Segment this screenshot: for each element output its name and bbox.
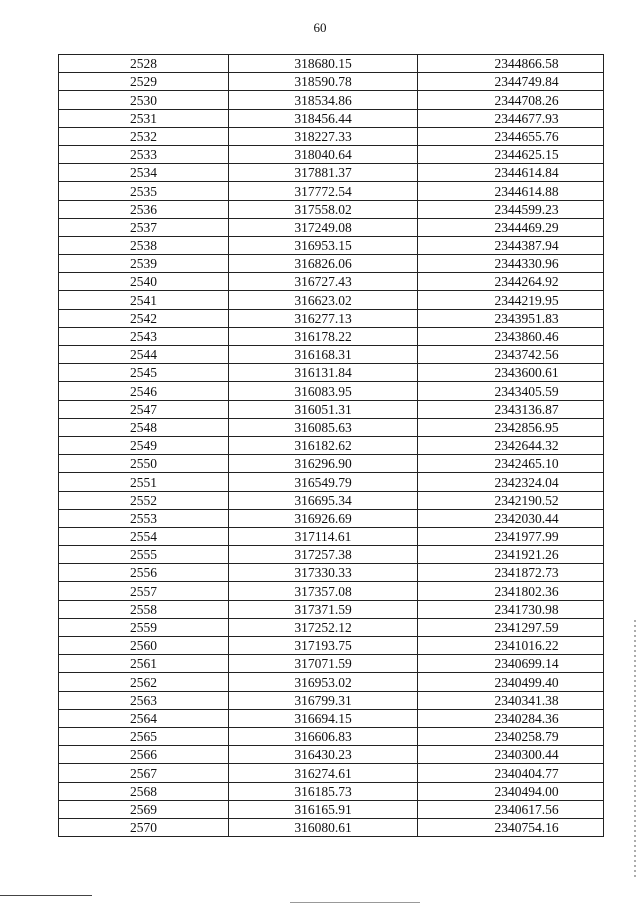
x-coordinate-cell: 316799.31	[229, 691, 418, 709]
footer-rule	[0, 895, 92, 896]
point-number-cell: 2554	[59, 527, 229, 545]
table-row	[59, 145, 604, 163]
y-coordinate-cell: 2344614.88	[418, 182, 604, 200]
y-coordinate-cell: 2342190.52	[418, 491, 604, 509]
table-row	[59, 800, 604, 818]
y-coordinate-cell: 2344866.58	[418, 55, 604, 73]
y-coordinate-cell: 2341297.59	[418, 618, 604, 636]
table-row	[59, 127, 604, 145]
y-coordinate-cell: 2340284.36	[418, 709, 604, 727]
x-coordinate-cell: 316131.84	[229, 364, 418, 382]
point-number-cell: 2568	[59, 782, 229, 800]
point-number-cell: 2540	[59, 273, 229, 291]
x-coordinate-cell: 316953.15	[229, 236, 418, 254]
table-row	[59, 255, 604, 273]
x-coordinate-cell: 317772.54	[229, 182, 418, 200]
point-number-cell: 2533	[59, 145, 229, 163]
table-row	[59, 782, 604, 800]
table-row	[59, 364, 604, 382]
point-number-cell: 2546	[59, 382, 229, 400]
y-coordinate-cell: 2343405.59	[418, 382, 604, 400]
x-coordinate-cell: 318590.78	[229, 73, 418, 91]
page-number: 60	[313, 20, 327, 35]
table-row	[59, 691, 604, 709]
y-coordinate-cell: 2343136.87	[418, 400, 604, 418]
y-coordinate-cell: 2340258.79	[418, 727, 604, 745]
y-coordinate-cell: 2341730.98	[418, 600, 604, 618]
point-number-cell: 2542	[59, 309, 229, 327]
point-number-cell: 2553	[59, 509, 229, 527]
table-row	[59, 309, 604, 327]
y-coordinate-cell: 2340499.40	[418, 673, 604, 691]
point-number-cell: 2559	[59, 618, 229, 636]
table-row	[59, 818, 604, 836]
point-number-cell: 2567	[59, 764, 229, 782]
y-coordinate-cell: 2344469.29	[418, 218, 604, 236]
y-coordinate-cell: 2342856.95	[418, 418, 604, 436]
table-row	[59, 346, 604, 364]
x-coordinate-cell: 318534.86	[229, 91, 418, 109]
point-number-cell: 2534	[59, 164, 229, 182]
point-number-cell: 2550	[59, 455, 229, 473]
y-coordinate-cell: 2342030.44	[418, 509, 604, 527]
footer-rule-secondary	[290, 902, 420, 903]
y-coordinate-cell: 2343600.61	[418, 364, 604, 382]
y-coordinate-cell: 2344599.23	[418, 200, 604, 218]
x-coordinate-cell: 316085.63	[229, 418, 418, 436]
x-coordinate-cell: 316080.61	[229, 818, 418, 836]
y-coordinate-cell: 2341921.26	[418, 546, 604, 564]
x-coordinate-cell: 316694.15	[229, 709, 418, 727]
point-number-cell: 2563	[59, 691, 229, 709]
point-number-cell: 2569	[59, 800, 229, 818]
table-row	[59, 236, 604, 254]
y-coordinate-cell: 2340699.14	[418, 655, 604, 673]
x-coordinate-cell: 317357.08	[229, 582, 418, 600]
point-number-cell: 2545	[59, 364, 229, 382]
table-row	[59, 491, 604, 509]
point-number-cell: 2544	[59, 346, 229, 364]
y-coordinate-cell: 2343860.46	[418, 327, 604, 345]
table-row	[59, 55, 604, 73]
x-coordinate-cell: 316051.31	[229, 400, 418, 418]
table-row	[59, 273, 604, 291]
x-coordinate-cell: 316185.73	[229, 782, 418, 800]
table-row	[59, 109, 604, 127]
x-coordinate-cell: 318680.15	[229, 55, 418, 73]
table-row	[59, 473, 604, 491]
y-coordinate-cell: 2344264.92	[418, 273, 604, 291]
x-coordinate-cell: 317252.12	[229, 618, 418, 636]
point-number-cell: 2561	[59, 655, 229, 673]
y-coordinate-cell: 2344330.96	[418, 255, 604, 273]
y-coordinate-cell: 2343742.56	[418, 346, 604, 364]
table-row	[59, 91, 604, 109]
y-coordinate-cell: 2341802.36	[418, 582, 604, 600]
table-row	[59, 509, 604, 527]
table-row	[59, 546, 604, 564]
table-row	[59, 182, 604, 200]
table-row	[59, 764, 604, 782]
y-coordinate-cell: 2340341.38	[418, 691, 604, 709]
table-row	[59, 582, 604, 600]
table-row	[59, 727, 604, 745]
x-coordinate-cell: 317071.59	[229, 655, 418, 673]
table-row	[59, 655, 604, 673]
table-row	[59, 382, 604, 400]
point-number-cell: 2555	[59, 546, 229, 564]
x-coordinate-cell: 316165.91	[229, 800, 418, 818]
x-coordinate-cell: 317330.33	[229, 564, 418, 582]
table-row	[59, 418, 604, 436]
point-number-cell: 2556	[59, 564, 229, 582]
point-number-cell: 2552	[59, 491, 229, 509]
point-number-cell: 2565	[59, 727, 229, 745]
x-coordinate-cell: 316953.02	[229, 673, 418, 691]
y-coordinate-cell: 2344708.26	[418, 91, 604, 109]
x-coordinate-cell: 316296.90	[229, 455, 418, 473]
y-coordinate-cell: 2340300.44	[418, 746, 604, 764]
table-row	[59, 618, 604, 636]
x-coordinate-cell: 317371.59	[229, 600, 418, 618]
table-row	[59, 164, 604, 182]
table-row	[59, 291, 604, 309]
point-number-cell: 2551	[59, 473, 229, 491]
y-coordinate-cell: 2341016.22	[418, 637, 604, 655]
scan-margin-artifact	[634, 620, 636, 880]
point-number-cell: 2528	[59, 55, 229, 73]
x-coordinate-cell: 316168.31	[229, 346, 418, 364]
point-number-cell: 2531	[59, 109, 229, 127]
table-row	[59, 455, 604, 473]
point-number-cell: 2543	[59, 327, 229, 345]
table-row	[59, 637, 604, 655]
y-coordinate-cell: 2344749.84	[418, 73, 604, 91]
point-number-cell: 2538	[59, 236, 229, 254]
table-row	[59, 600, 604, 618]
y-coordinate-cell: 2344614.84	[418, 164, 604, 182]
table-row	[59, 746, 604, 764]
x-coordinate-cell: 317257.38	[229, 546, 418, 564]
x-coordinate-cell: 316826.06	[229, 255, 418, 273]
x-coordinate-cell: 316606.83	[229, 727, 418, 745]
x-coordinate-cell: 316727.43	[229, 273, 418, 291]
y-coordinate-cell: 2342324.04	[418, 473, 604, 491]
x-coordinate-cell: 318456.44	[229, 109, 418, 127]
point-number-cell: 2529	[59, 73, 229, 91]
y-coordinate-cell: 2340754.16	[418, 818, 604, 836]
table-row	[59, 218, 604, 236]
point-number-cell: 2547	[59, 400, 229, 418]
y-coordinate-cell: 2340404.77	[418, 764, 604, 782]
x-coordinate-cell: 317558.02	[229, 200, 418, 218]
point-number-cell: 2536	[59, 200, 229, 218]
x-coordinate-cell: 318227.33	[229, 127, 418, 145]
y-coordinate-cell: 2344677.93	[418, 109, 604, 127]
x-coordinate-cell: 316083.95	[229, 382, 418, 400]
point-number-cell: 2557	[59, 582, 229, 600]
y-coordinate-cell: 2344655.76	[418, 127, 604, 145]
point-number-cell: 2530	[59, 91, 229, 109]
y-coordinate-cell: 2344387.94	[418, 236, 604, 254]
point-number-cell: 2549	[59, 436, 229, 454]
x-coordinate-cell: 316549.79	[229, 473, 418, 491]
table-row	[59, 564, 604, 582]
x-coordinate-cell: 316926.69	[229, 509, 418, 527]
y-coordinate-cell: 2344625.15	[418, 145, 604, 163]
y-coordinate-cell: 2342644.32	[418, 436, 604, 454]
point-number-cell: 2558	[59, 600, 229, 618]
point-number-cell: 2539	[59, 255, 229, 273]
point-number-cell: 2537	[59, 218, 229, 236]
table-row	[59, 709, 604, 727]
point-number-cell: 2560	[59, 637, 229, 655]
y-coordinate-cell: 2341872.73	[418, 564, 604, 582]
table-row	[59, 527, 604, 545]
y-coordinate-cell: 2341977.99	[418, 527, 604, 545]
point-number-cell: 2570	[59, 818, 229, 836]
y-coordinate-cell: 2340617.56	[418, 800, 604, 818]
coordinates-table	[58, 54, 604, 837]
table-row	[59, 73, 604, 91]
coordinates-table-body	[59, 55, 604, 837]
table-row	[59, 327, 604, 345]
x-coordinate-cell: 316695.34	[229, 491, 418, 509]
x-coordinate-cell: 316430.23	[229, 746, 418, 764]
table-row	[59, 400, 604, 418]
x-coordinate-cell: 316277.13	[229, 309, 418, 327]
point-number-cell: 2562	[59, 673, 229, 691]
x-coordinate-cell: 317193.75	[229, 637, 418, 655]
table-row	[59, 200, 604, 218]
y-coordinate-cell: 2343951.83	[418, 309, 604, 327]
point-number-cell: 2541	[59, 291, 229, 309]
point-number-cell: 2548	[59, 418, 229, 436]
y-coordinate-cell: 2342465.10	[418, 455, 604, 473]
y-coordinate-cell: 2344219.95	[418, 291, 604, 309]
x-coordinate-cell: 316623.02	[229, 291, 418, 309]
x-coordinate-cell: 317249.08	[229, 218, 418, 236]
point-number-cell: 2564	[59, 709, 229, 727]
point-number-cell: 2566	[59, 746, 229, 764]
x-coordinate-cell: 316182.62	[229, 436, 418, 454]
x-coordinate-cell: 316178.22	[229, 327, 418, 345]
x-coordinate-cell: 317114.61	[229, 527, 418, 545]
y-coordinate-cell: 2340494.00	[418, 782, 604, 800]
x-coordinate-cell: 317881.37	[229, 164, 418, 182]
x-coordinate-cell: 318040.64	[229, 145, 418, 163]
point-number-cell: 2535	[59, 182, 229, 200]
table-row	[59, 673, 604, 691]
table-row	[59, 436, 604, 454]
point-number-cell: 2532	[59, 127, 229, 145]
x-coordinate-cell: 316274.61	[229, 764, 418, 782]
